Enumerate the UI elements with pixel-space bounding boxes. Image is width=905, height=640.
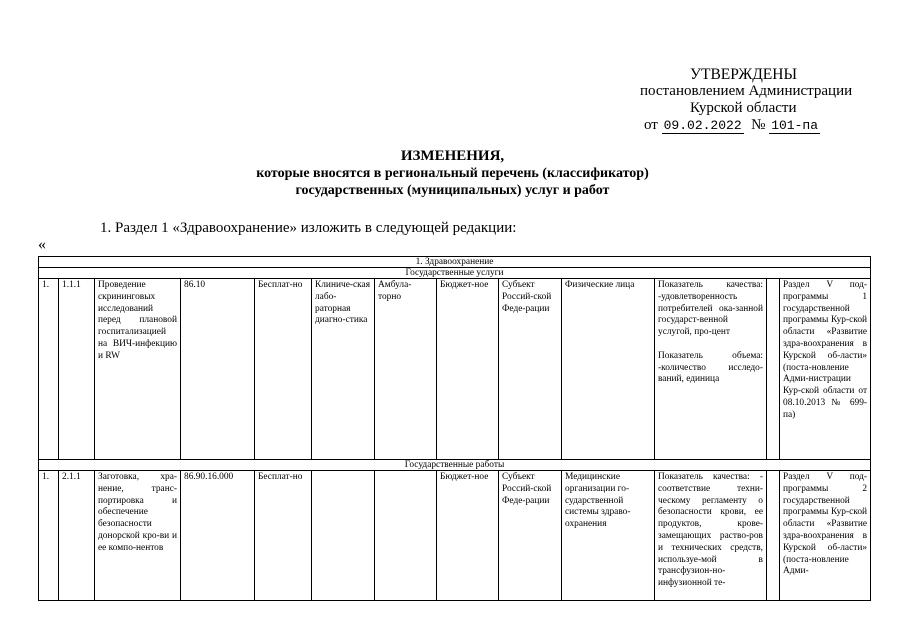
table-row [39, 279, 871, 460]
approved-date-line [560, 117, 905, 134]
works-title: Государственные работы [39, 460, 871, 471]
services-title: Государственные услуги [39, 268, 871, 279]
okved-code: 86.90.16.000 [181, 471, 255, 601]
item-1-text: 1. Раздел 1 «Здравоохранение» изложить в следующей редакции: [100, 220, 517, 236]
service-form: Амбула-торно [375, 279, 437, 460]
approved-line-1: постановлением Администрации [640, 83, 853, 99]
service-level: Субъект Россий-ской Феде-рации [499, 279, 562, 460]
legal-basis: Раздел V под-программы 1 государственной программы Кур-ской области «Развитие здра-воохранения в Курской об-ласти» (поста-новление Адми-нистрации Кур-ской области от 08.10.2013 № 699-па) [780, 279, 871, 460]
funding-type: Бюджет-ное [437, 471, 499, 601]
consumers: Медицинские организации го-сударственной системы здраво-охранения [562, 471, 655, 601]
table-row [39, 471, 871, 601]
empty-cell [767, 471, 780, 601]
service-level: Субъект Россий-ской Феде-рации [499, 471, 562, 601]
paid-status: Бесплат-но [255, 471, 312, 601]
service-type: Клиниче-ская лабо-раторная диагно-стика [312, 279, 375, 460]
service-name: Заготовка, хра-нение, транс-портировка и обеспечение безопасности донорской кро-ви и ее компо-нентов [95, 471, 181, 601]
service-name: Проведение скрининговых исследований перед плановой госпитализацией на ВИЧ-инфекцию и RW [95, 279, 181, 460]
service-form [375, 471, 437, 601]
indicators: Показатель качества: -удовлетворенность потребителей ока-занной государст-венной услугой, про-цент Показатель объема: -количество исследо-ваний, единица [655, 279, 767, 460]
service-type [312, 471, 375, 601]
approved-line-2: Курской области [690, 100, 797, 116]
indicators: Показатель качества: - соответствие техни-ческому регламенту о безопасности крови, ее продуктов, крове-замещающих раство-ров и технических средств, используе-мой в трансфузион-но-инфузионной те- [655, 471, 767, 601]
approval-stamp [560, 66, 905, 134]
heading-line-2: государственных (муниципальных) услуг и работ [295, 183, 610, 198]
paid-status: Бесплат-но [255, 279, 312, 460]
approval-number: 101-па [771, 118, 818, 133]
okved-code: 86.10 [181, 279, 255, 460]
funding-type: Бюджет-ное [437, 279, 499, 460]
row-num: 1. [39, 471, 59, 601]
approval-date: 09.02.2022 [663, 118, 742, 133]
heading-line-1: которые вносятся в региональный перечень (классификатор) [256, 166, 649, 181]
empty-cell [767, 279, 780, 460]
section-title: 1. Здравоохранение [39, 257, 871, 268]
row-code: 2.1.1 [59, 471, 95, 601]
row-code: 1.1.1 [59, 279, 95, 460]
approved-title: УТВЕРЖДЕНЫ [690, 66, 797, 83]
services-table [38, 256, 871, 601]
number-prefix: № [751, 117, 766, 133]
document-heading [0, 148, 905, 199]
date-prefix: от [644, 117, 658, 133]
row-num: 1. [39, 279, 59, 460]
consumers: Физические лица [562, 279, 655, 460]
heading-title: ИЗМЕНЕНИЯ, [400, 148, 505, 164]
legal-basis: Раздел V под-программы 2 государственной программы Кур-ской области «Развитие здра-воохранения в Курской об-ласти» (поста-новление Адми- [780, 471, 871, 601]
open-quote: « [38, 236, 46, 253]
